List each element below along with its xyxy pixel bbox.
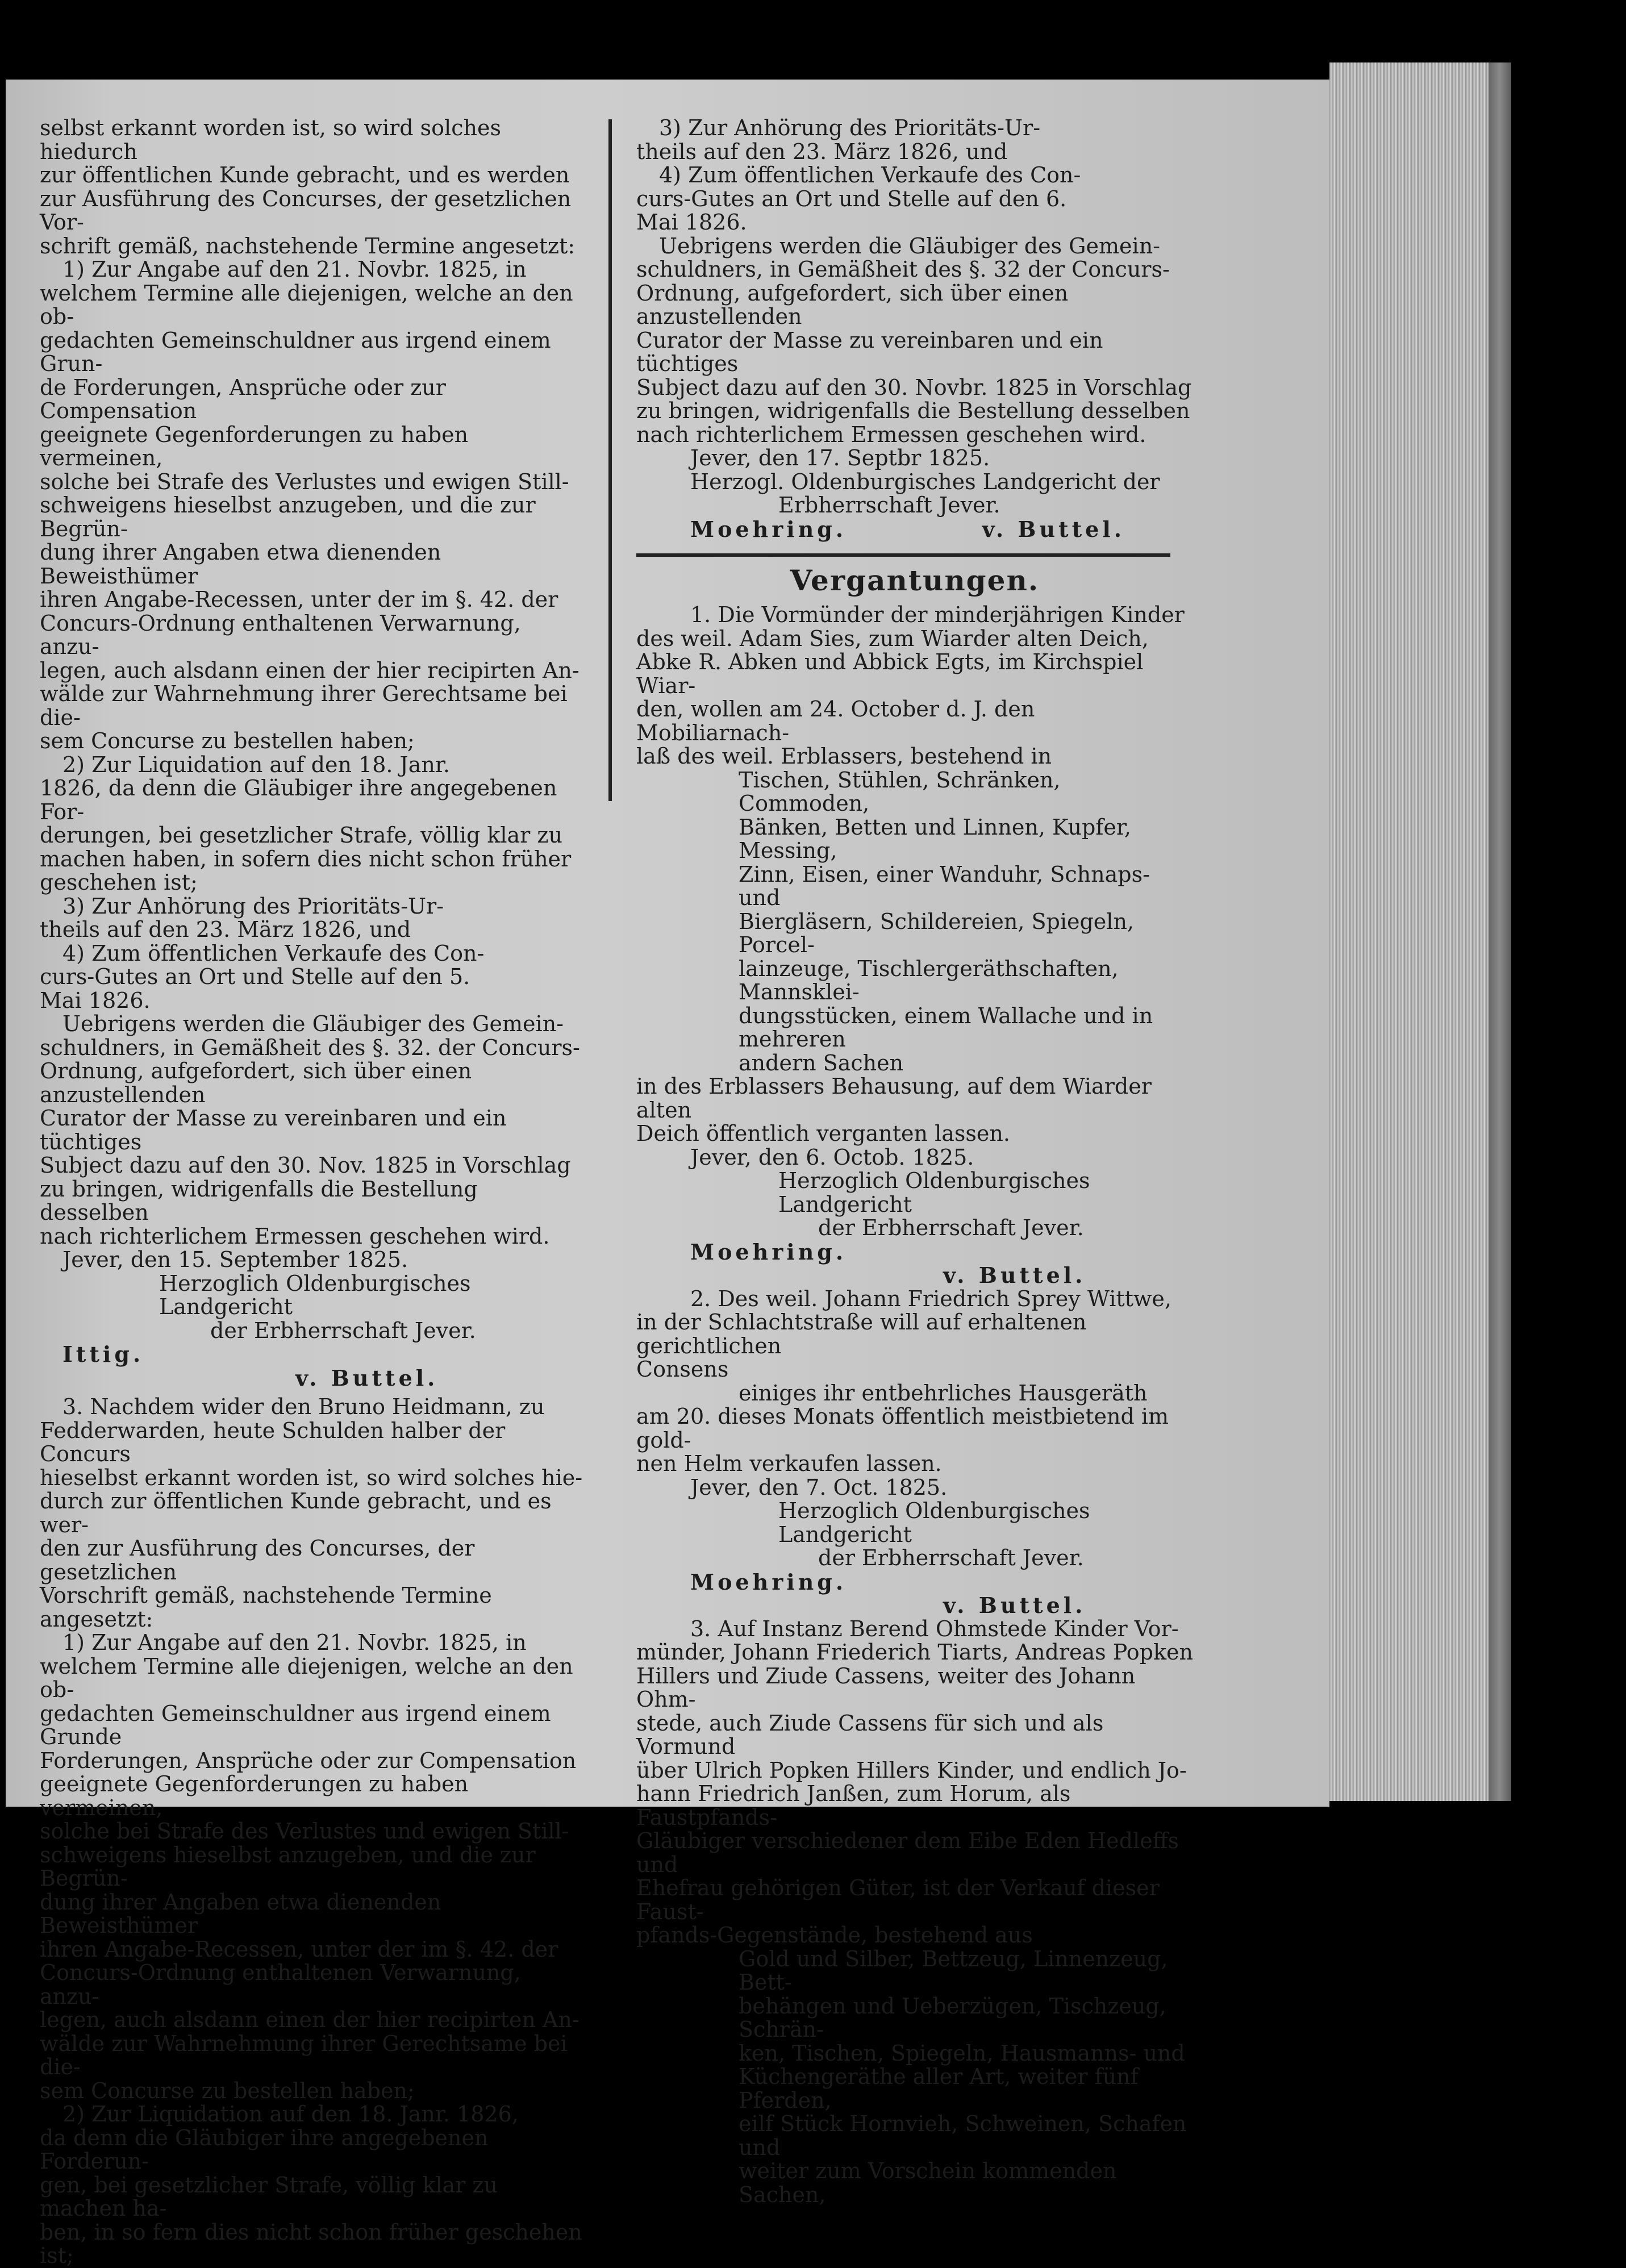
signature-buttel: v. Buttel.: [943, 1592, 1086, 1618]
text-line: 2) Zur Liquidation auf den 18. Janr. 1826,: [62, 2102, 519, 2127]
section-heading: Vergantungen.: [790, 564, 1040, 597]
text-line: hieselbst erkannt worden ist, so wird solches hie-: [40, 1465, 583, 1490]
text-line: 2. Des weil. Johann Friedrich Sprey Wittwe,: [690, 1286, 1172, 1311]
text-line: legen, auch alsdann einen der hier recipirten An-: [40, 2007, 579, 2032]
text-line: Gläubiger verschiedener dem Eibe Eden Hedleffs und: [636, 1828, 1179, 1877]
date-line: Jever, den 7. Oct. 1825.: [690, 1474, 948, 1500]
text-line: Concurs-Ordnung enthaltenen Verwarnung, anzu-: [40, 610, 521, 659]
text-line: theils auf den 23. März 1826, und: [40, 917, 411, 942]
text-line: Ordnung, aufgefordert, sich über einen anzustellenden: [636, 280, 1069, 329]
text-line: 1. Die Vormünder der minderjährigen Kinder: [690, 602, 1185, 627]
text-line: Fedderwarden, heute Schulden halber der Concurs: [40, 1418, 506, 1466]
text-line: Subject dazu auf den 30. Nov. 1825 in Vorschlag: [40, 1153, 571, 1178]
text-line: lainzeuge, Tischlergeräthschaften, Mannsklei-: [739, 956, 1119, 1004]
term-item-1: [40, 258, 585, 753]
text-line: zu bringen, widrigenfalls die Bestellung desselben: [40, 1176, 478, 1225]
notice-3-term-1: [40, 1631, 585, 2103]
text-line: curs-Gutes an Ort und Stelle auf den 5.: [40, 964, 470, 989]
court-line: Herzoglich Oldenburgisches Landgericht: [159, 1270, 471, 1319]
term-item-4: [40, 942, 585, 1013]
court-line: der Erbherrschaft Jever.: [210, 1318, 476, 1343]
text-line: Biergläsern, Schildereien, Spiegeln, Porcel-: [739, 908, 1135, 957]
court-line: der Erbherrschaft Jever.: [818, 1545, 1084, 1570]
text-line: dung ihrer Angaben etwa dienenden Beweisthümer: [40, 1889, 441, 1938]
text-line: gedachten Gemeinschuldner aus irgend einem Grun-: [40, 327, 551, 376]
text-line: dungsstücken, einem Wallache und in mehreren: [739, 1003, 1153, 1052]
court-line: der Erbherrschaft Jever.: [818, 1215, 1084, 1240]
text-line: geschehen ist;: [40, 870, 198, 895]
text-line: Subject dazu auf den 30. Novbr. 1825 in Vorschlag: [636, 374, 1192, 400]
court-line: Erbherrschaft Jever.: [778, 493, 1000, 518]
text-line: 1) Zur Angabe auf den 21. Novbr. 1825, in: [62, 257, 527, 282]
text-line: nach richterlichem Ermessen geschehen wird.: [636, 422, 1146, 447]
text-line: Abke R. Abken und Abbick Egts, im Kirchspiel Wiar-: [636, 649, 1144, 698]
text-line: selbst erkannt worden ist, so wird solches hiedurch: [40, 115, 501, 164]
date-line: Jever, den 15. September 1825.: [62, 1247, 408, 1272]
text-line: de Forderungen, Ansprüche oder zur Compensation: [40, 374, 446, 423]
page-stack-edge: [1329, 62, 1489, 1801]
text-line: wälde zur Wahrnehmung ihrer Gerechtsame bei die-: [40, 681, 568, 730]
text-line: am 20. dieses Monats öffentlich meistbietend im gold-: [636, 1404, 1169, 1453]
text-line: curs-Gutes an Ort und Stelle auf den 6.: [636, 186, 1067, 211]
text-line: zu bringen, widrigenfalls die Bestellung desselben: [636, 398, 1190, 423]
text-line: laß des weil. Erblassers, bestehend in: [636, 744, 1052, 769]
text-line: den zur Ausführung des Concurses, der gesetzlichen: [40, 1536, 475, 1585]
text-line: 1826, da denn die Gläubiger ihre angegebenen For-: [40, 776, 557, 824]
text-line: Vorschrift gemäß, nachstehende Termine angesetzt:: [40, 1583, 492, 1632]
court-line: Herzoglich Oldenburgisches Landgericht: [778, 1168, 1090, 1217]
date-line: Jever, den 6. Octob. 1825.: [690, 1144, 974, 1170]
text-line: Uebrigens werden die Gläubiger des Gemein-: [659, 233, 1161, 259]
right-column: [636, 116, 1193, 2207]
signature-moehring: Moehring.: [690, 1239, 847, 1265]
signature-buttel: v. Buttel.: [295, 1365, 439, 1391]
text-line: Uebrigens werden die Gläubiger des Gemein-: [62, 1011, 564, 1036]
text-line: dung ihrer Angaben etwa dienenden Beweisthümer: [40, 540, 441, 589]
text-line: schweigens hieselbst anzugeben, und die zur Begrün-: [40, 1842, 536, 1891]
text-line: geeignete Gegenforderungen zu haben vermeinen,: [40, 422, 469, 470]
text-line: schweigens hieselbst anzugeben, und die zur Begrün-: [40, 493, 536, 541]
column-rule: [608, 119, 612, 801]
text-line: ihren Angabe-Recessen, unter der im §. 42. der: [40, 587, 558, 612]
text-line: pfands-Gegenstände, bestehend aus: [636, 1923, 1033, 1948]
text-line: Ordnung, aufgefordert, sich über einen anzustellenden: [40, 1058, 472, 1107]
text-line: Gold und Silber, Bettzeug, Linnenzeug, Bett-: [739, 1946, 1168, 1995]
court-line: Herzogl. Oldenburgisches Landgericht der: [690, 469, 1160, 494]
text-line: ken, Tischen, Spiegeln, Hausmanns- und: [739, 2040, 1185, 2066]
text-line: Küchengeräthe aller Art, weiter fünf Pferden,: [739, 2064, 1139, 2113]
text-line: Hillers und Ziude Cassens, weiter des Johann Ohm-: [636, 1663, 1136, 1712]
text-line: schrift gemäß, nachstehende Termine angesetzt:: [40, 233, 576, 259]
text-line: theils auf den 23. März 1826, und: [636, 139, 1008, 164]
text-line: hann Friedrich Janßen, zum Horum, als Faustpfands-: [636, 1781, 1071, 1830]
text-line: eilf Stück Hornvieh, Schweinen, Schafen und: [739, 2111, 1187, 2160]
text-line: sem Concurse zu bestellen haben;: [40, 2078, 415, 2103]
text-line: wälde zur Wahrnehmung ihrer Gerechtsame bei die-: [40, 2031, 568, 2079]
text-line: sem Concurse zu bestellen haben;: [40, 728, 415, 753]
text-line: welchem Termine alle diejenigen, welche an den ob-: [40, 1653, 573, 1702]
text-line: 1) Zur Angabe auf den 21. Novbr. 1825, in: [62, 1630, 527, 1655]
term-item-4: [636, 164, 1193, 235]
text-line: 3) Zur Anhörung des Prioritäts-Ur-: [659, 115, 1041, 140]
uebrigens-paragraph: [40, 1012, 585, 1248]
text-line: Ehefrau gehörigen Güter, ist der Verkauf dieser Faust-: [636, 1875, 1160, 1924]
text-line: über Ulrich Popken Hillers Kinder, und endlich Jo-: [636, 1757, 1187, 1783]
text-line: Tischen, Stühlen, Schränken, Commoden,: [739, 767, 1061, 816]
text-line: gedachten Gemeinschuldner aus irgend einem Grunde: [40, 1700, 551, 1749]
text-line: solche bei Strafe des Verlustes und ewigen Still-: [40, 469, 569, 494]
text-line: behängen und Ueberzügen, Tischzeug, Schrän-: [739, 1993, 1166, 2042]
text-line: des weil. Adam Sies, zum Wiarder alten Deich,: [636, 626, 1149, 651]
text-line: derungen, bei gesetzlicher Strafe, völlig klar zu: [40, 823, 562, 848]
signature-buttel: v. Buttel.: [982, 516, 1125, 542]
text-line: Forderungen, Ansprüche oder zur Compensation: [40, 1748, 577, 1773]
text-line: 2) Zur Liquidation auf den 18. Janr.: [62, 752, 450, 777]
text-line: münder, Johann Friederich Tiarts, Andreas Popken: [636, 1640, 1193, 1665]
text-line: welchem Termine alle diejenigen, welche an den ob-: [40, 280, 573, 329]
intro-text: [40, 116, 585, 258]
text-line: 4) Zum öffentlichen Verkaufe des Con-: [659, 162, 1081, 187]
vergantung-3: [636, 1617, 1193, 2207]
text-line: zur Ausführung des Concurses, der gesetzlichen Vor-: [40, 186, 572, 235]
text-line: weiter zum Vorschein kommenden Sachen,: [739, 2158, 1117, 2207]
text-line: Mai 1826.: [40, 987, 151, 1013]
text-line: in der Schlachtstraße will auf erhaltenen gerichtlichen: [636, 1310, 1087, 1358]
section-divider: [636, 553, 1170, 557]
text-line: solche bei Strafe des Verlustes und ewigen Still-: [40, 1819, 569, 1844]
text-line: 3) Zur Anhörung des Prioritäts-Ur-: [62, 893, 444, 919]
uebrigens-paragraph: [636, 235, 1193, 447]
signature-ittig: Ittig.: [62, 1341, 144, 1367]
text-line: durch zur öffentlichen Kunde gebracht, und es wer-: [40, 1489, 552, 1537]
signature-moehring: Moehring.: [690, 516, 847, 542]
text-line: Deich öffentlich verganten lassen.: [636, 1121, 1010, 1146]
text-line: legen, auch alsdann einen der hier recipirten An-: [40, 657, 579, 683]
notice-3: [40, 1395, 585, 1631]
text-line: nach richterlichem Ermessen geschehen wird.: [40, 1223, 550, 1249]
book-edge: [1489, 62, 1511, 1801]
signature-line: [636, 518, 1193, 541]
term-item-3: [40, 895, 585, 942]
text-line: zur öffentlichen Kunde gebracht, und es werden: [40, 162, 570, 187]
text-line: Curator der Masse zu vereinbaren und ein tüchtiges: [40, 1106, 507, 1154]
term-item-2: [40, 753, 585, 895]
text-line: Zinn, Eisen, einer Wanduhr, Schnaps- und: [739, 861, 1150, 910]
text-line: 3. Nachdem wider den Bruno Heidmann, zu: [62, 1394, 545, 1419]
text-line: schuldners, in Gemäßheit des §. 32. der Concurs-: [40, 1035, 580, 1060]
text-line: machen haben, in sofern dies nicht schon früher: [40, 846, 572, 872]
notice-3-term-2: [40, 2103, 585, 2268]
text-line: stede, auch Ziude Cassens für sich und als Vormund: [636, 1710, 1104, 1759]
text-line: Mai 1826.: [636, 210, 747, 235]
term-item-3: [636, 116, 1193, 164]
text-line: Consens: [636, 1357, 729, 1382]
text-line: 3. Auf Instanz Berend Ohmstede Kinder Vor-: [690, 1616, 1179, 1641]
date-line: Jever, den 17. Septbr 1825.: [690, 445, 990, 470]
text-line: andern Sachen: [739, 1050, 904, 1075]
left-column: [40, 116, 585, 2268]
text-line: schuldners, in Gemäßheit des §. 32 der Concurs-: [636, 257, 1170, 282]
text-line: Curator der Masse zu vereinbaren und ein tüchtiges: [636, 327, 1103, 376]
signature-buttel: v. Buttel.: [943, 1262, 1086, 1288]
court-line: Herzoglich Oldenburgisches Landgericht: [778, 1498, 1090, 1547]
text-line: 4) Zum öffentlichen Verkaufe des Con-: [62, 940, 485, 966]
text-line: geeignete Gegenforderungen zu haben vermeinen,: [40, 1771, 469, 1820]
text-line: ben, in so fern dies nicht schon früher geschehen ist;: [40, 2219, 582, 2268]
text-line: einiges ihr entbehrliches Hausgeräth: [739, 1380, 1148, 1406]
text-line: nen Helm verkaufen lassen.: [636, 1451, 942, 1476]
text-line: gen, bei gesetzlicher Strafe, völlig klar zu machen ha-: [40, 2172, 498, 2221]
text-line: ihren Angabe-Recessen, unter der im §. 42. der: [40, 1936, 558, 1962]
text-line: da denn die Gläubiger ihre angegebenen Forderun-: [40, 2125, 489, 2174]
signature-moehring: Moehring.: [690, 1569, 847, 1595]
vergantung-2: [636, 1287, 1193, 1617]
vergantung-1: [636, 603, 1193, 1287]
text-line: Bänken, Betten und Linnen, Kupfer, Messing,: [739, 814, 1131, 863]
text-line: in des Erblassers Behausung, auf dem Wiarder alten: [636, 1074, 1152, 1123]
text-line: den, wollen am 24. October d. J. den Mobiliarnach-: [636, 697, 1035, 745]
text-line: Concurs-Ordnung enthaltenen Verwarnung, anzu-: [40, 1960, 521, 2009]
